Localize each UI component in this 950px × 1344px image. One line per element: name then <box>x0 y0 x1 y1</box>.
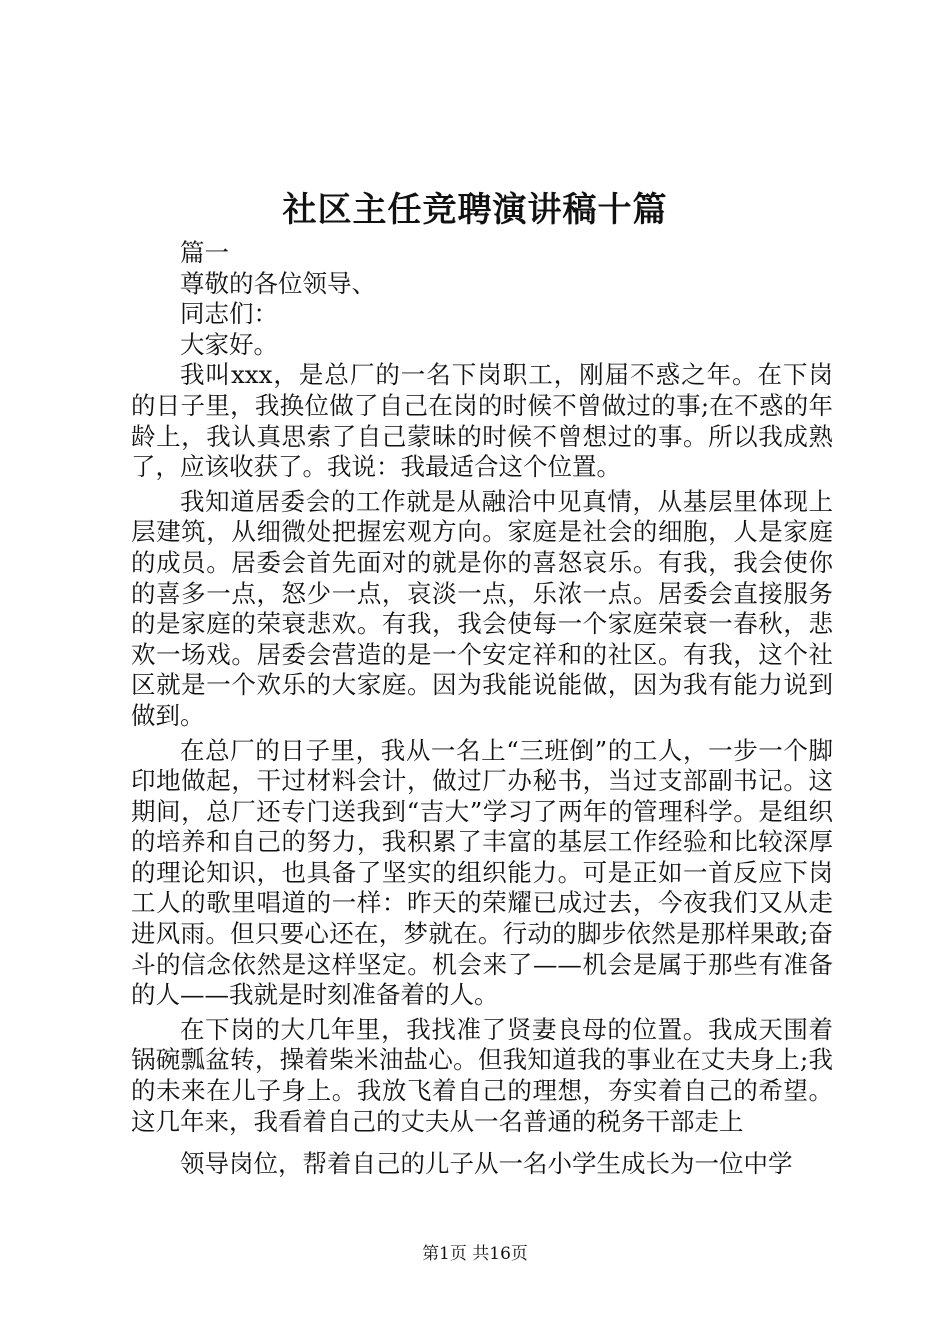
paragraph-greeting: 大家好。 <box>180 329 278 359</box>
page-footer: 第1页 共16页 <box>422 1244 528 1264</box>
paragraph-salutation-2: 同志们： <box>180 299 278 329</box>
paragraph: 我叫xxx，是总厂的一名下岗职工，刚届不惑之年。在下岗的日子里，我换位做了自己在岗的时候不曾做过的事;在不惑的年龄上，我认真思索了自己蒙昧的时候不曾想过的事。所以我成熟了，应该收获了。我说：我最适合这个位置。 <box>131 360 833 482</box>
document-title: 社区主任竞聘演讲稿十篇 <box>282 190 668 230</box>
paragraph: 我知道居委会的工作就是从融洽中见真情，从基层里体现上层建筑，从细微处把握宏观方向。家庭是社会的细胞，人是家庭的成员。居委会首先面对的就是你的喜怒哀乐。有我，我会使你的喜多一点，怒少一点，哀淡一点，乐浓一点。居委会直接服务的是家庭的荣衰悲欢。有我，我会使每一个家庭荣衰一春秋，悲欢一场戏。居委会营造的是一个安定祥和的社区。有我，这个社区就是一个欢乐的大家庭。因为我能说能做，因为我有能力说到做到。 <box>131 486 833 730</box>
paragraph: 在总厂的日子里，我从一名上“三班倒”的工人，一步一个脚印地做起，干过材料会计，做过厂办秘书，当过支部副书记。这期间，总厂还专门送我到“吉大”学习了两年的管理科学。是组织的培养和自己的努力，我积累了丰富的基层工作经验和比较深厚的理论知识，也具备了坚实的组织能力。可是正如一首反应下岗工人的歌里唱道的一样：昨天的荣耀已成过去，今夜我们又从走进风雨。但只要心还在，梦就在。行动的脚步依然是那样果敢;奋斗的信念依然是这样坚定。机会来了——机会是属于那些有准备的人——我就是时刻准备着的人。 <box>131 735 833 1010</box>
document-body <box>131 238 833 1180</box>
paragraph: 在下岗的大几年里，我找准了贤妻良母的位置。我成天围着锅碗瓢盆转，操着柴米油盐心。但我知道我的事业在丈夫身上;我的未来在儿子身上。我放飞着自己的理想，夯实着自己的希望。这几年来，我看着自己的丈夫从一名普通的税务干部走上 <box>131 1014 833 1136</box>
paragraph-heading: 篇一 <box>180 238 229 267</box>
paragraph: 领导岗位，帮着自己的儿子从一名小学生成长为一位中学 <box>180 1149 793 1179</box>
paragraph-salutation: 尊敬的各位领导、 <box>180 268 376 298</box>
